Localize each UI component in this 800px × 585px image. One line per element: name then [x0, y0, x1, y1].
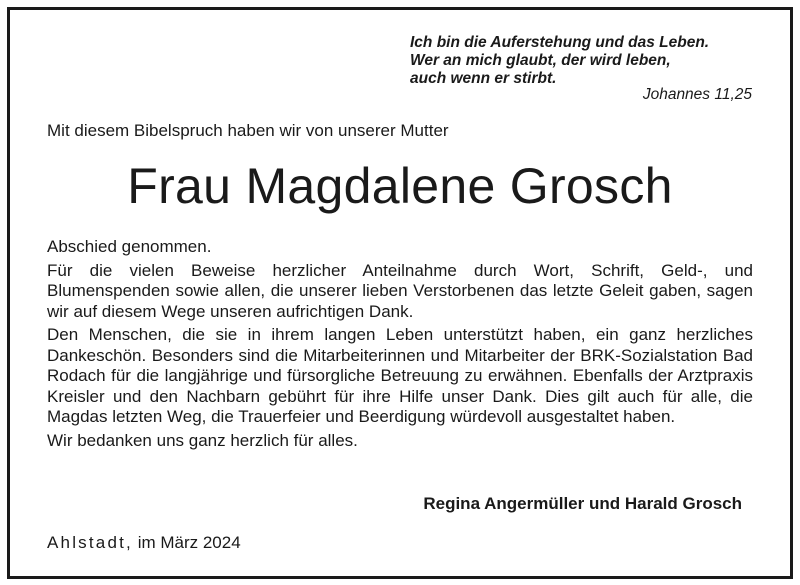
quote-line: auch wenn er stirbt. [410, 70, 557, 87]
intro-text: Mit diesem Bibelspruch haben wir von unserer Mutter [47, 121, 449, 140]
body-text [47, 237, 753, 454]
deceased-name: Frau Magdalene Grosch [127, 158, 673, 214]
paragraph: Abschied genommen. [47, 237, 212, 256]
paragraph: Wir bedanken uns ganz herzlich für alles. [47, 430, 358, 450]
quote-reference: Johannes 11,25 [642, 86, 752, 103]
quote-line: Ich bin die Auferstehung und das Leben. [410, 34, 710, 51]
paragraph: Den Menschen, die sie in ihrem langen Leben unterstützt haben, ein ganz herzliches Dankeschön. Besonders sind die Mitarbeiterinnen und Mitarbeiter der BRK-Sozialstation Bad Rodach für die langjährige und fürsorgliche Betreuung zu erwähnen. Ebenfalls der Arztpraxis Kreisler und den Nachbarn gebührt für ihre Hilfe unser Dank. Dies gilt auch für alle, die Magdas letzten Weg, die Trauerfeier und Beerdigung würdevoll ausgestaltet haben. [47, 325, 753, 426]
quote-line: Wer an mich glaubt, der wird leben, [410, 52, 671, 69]
place-date [47, 533, 241, 553]
paragraph: Für die vielen Beweise herzlicher Anteilnahme durch Wort, Schrift, Geld-, und Blumenspenden sowie allen, die unserer lieben Verstorbenen das letzte Geleit gaben, sagen wir auf diesem Wege unseren aufrichtigen Dank. [47, 260, 753, 321]
signature: Regina Angermüller und Harald Grosch [423, 494, 742, 513]
place: Ahlstadt, [47, 533, 133, 552]
date: im März 2024 [137, 533, 241, 552]
bible-quote [410, 34, 709, 88]
